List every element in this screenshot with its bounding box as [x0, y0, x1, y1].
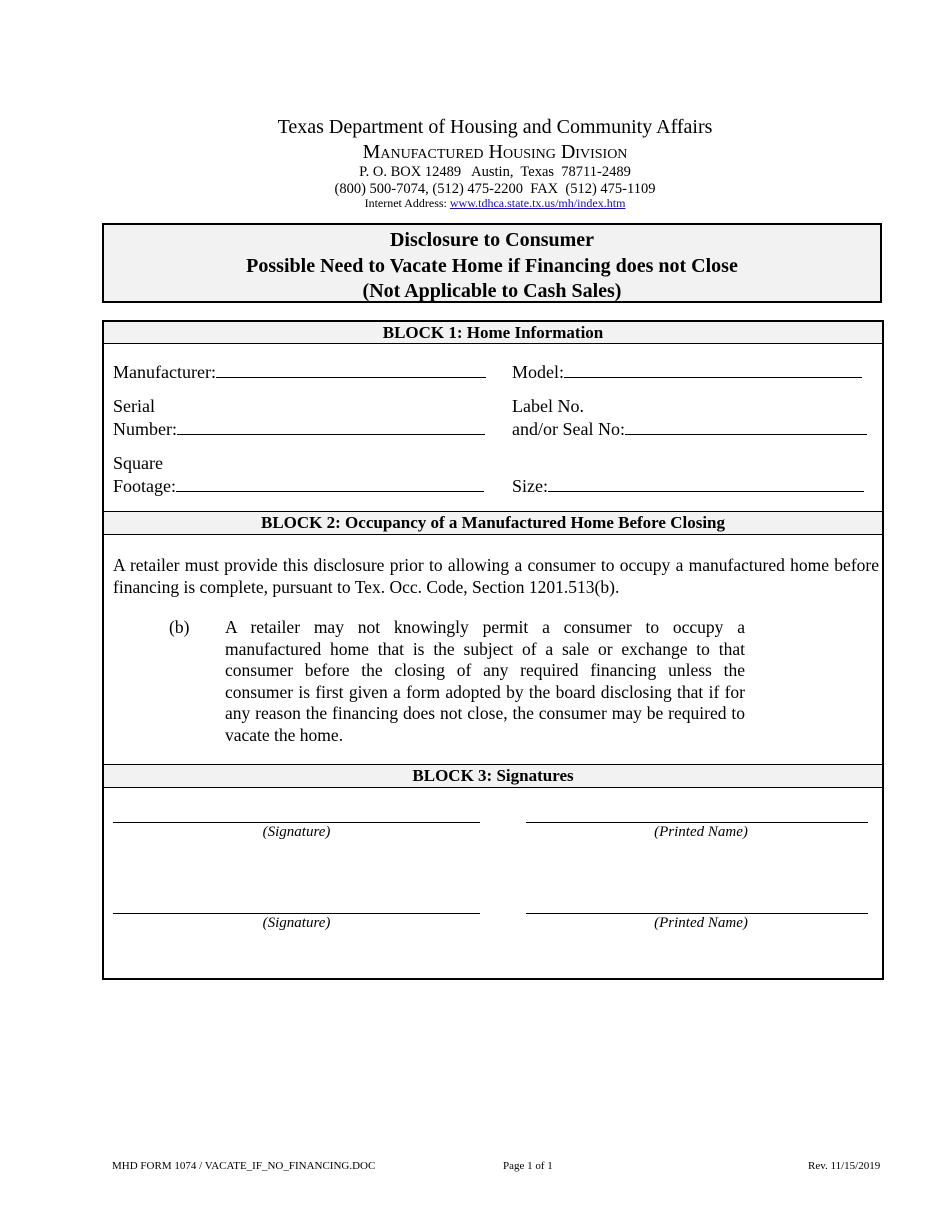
letterhead	[0, 116, 950, 211]
block1-header: BLOCK 1: Home Information	[104, 322, 882, 344]
phone-numbers: (800) 500-7074, (512) 475-2200 FAX (512) 475-1109	[334, 180, 656, 197]
square-footage-field[interactable]	[113, 453, 484, 497]
statute-marker: (b)	[169, 617, 190, 637]
block2-intro: A retailer must provide this disclosure prior to allowing a consumer to occupy a manufactured home before financing is complete, pursuant to Tex. Occ. Code, Section 1201.513(b).	[113, 555, 879, 597]
statute-quote: A retailer may not knowingly permit a consumer to occupy a manufactured home that is the subject of a sale or exchange to that consumer before the closing of any required financing unless the consumer is first given a form adopted by the board disclosing that if for any reason the financing does not close, the consumer may be required to vacate the home.	[225, 617, 745, 745]
square-footage-line[interactable]	[176, 474, 484, 492]
printed-name-line-1[interactable]	[526, 822, 868, 823]
footer-form-id: MHD FORM 1074 / VACATE_IF_NO_FINANCING.DOC	[112, 1160, 376, 1172]
footer-page-number: Page 1 of 1	[503, 1160, 553, 1172]
label-seal-line[interactable]	[625, 417, 867, 435]
serial-label-2: Number:	[113, 419, 177, 439]
website-link[interactable]: www.tdhca.state.tx.us/mh/index.htm	[449, 196, 626, 211]
label-no-label-2: and/or Seal No:	[512, 419, 625, 439]
title-line-1: Disclosure to Consumer	[389, 229, 595, 251]
form-body	[102, 320, 884, 980]
block3-header: BLOCK 3: Signatures	[104, 764, 882, 788]
form-title-box	[102, 223, 882, 303]
serial-line[interactable]	[177, 417, 485, 435]
size-field[interactable]	[512, 474, 864, 497]
signature-caption-2: (Signature)	[262, 915, 331, 931]
size-label: Size:	[512, 476, 548, 496]
footer-revision: Rev. 11/15/2019	[808, 1160, 881, 1172]
model-field[interactable]	[512, 360, 862, 383]
serial-field[interactable]	[113, 396, 485, 440]
label-seal-field[interactable]	[512, 396, 867, 440]
printed-name-line-2[interactable]	[526, 913, 868, 914]
manufacturer-field[interactable]	[113, 360, 486, 383]
agency-name: Texas Department of Housing and Community Affairs	[277, 116, 713, 138]
manufacturer-label: Manufacturer:	[113, 362, 216, 382]
printed-name-caption-2: (Printed Name)	[654, 915, 748, 931]
block2-header: BLOCK 2: Occupancy of a Manufactured Home Before Closing	[104, 511, 882, 535]
signature-line-1[interactable]	[113, 822, 480, 823]
division-name: Manufactured Housing Division	[362, 141, 628, 163]
serial-label-1: Serial	[113, 396, 155, 416]
mailing-address: P. O. BOX 12489 Austin, Texas 78711-2489	[359, 164, 631, 180]
model-line[interactable]	[564, 360, 862, 378]
manufacturer-line[interactable]	[216, 360, 486, 378]
internet-address	[0, 197, 950, 211]
title-line-3: (Not Applicable to Cash Sales)	[362, 280, 622, 302]
label-no-label-1: Label No.	[512, 396, 584, 416]
internet-label: Internet Address:	[364, 196, 447, 211]
square-label-1: Square	[113, 453, 163, 473]
model-label: Model:	[512, 362, 564, 382]
size-line[interactable]	[548, 474, 864, 492]
signature-caption-1: (Signature)	[262, 824, 331, 840]
signature-line-2[interactable]	[113, 913, 480, 914]
title-line-2: Possible Need to Vacate Home if Financing does not Close	[246, 254, 738, 277]
printed-name-caption-1: (Printed Name)	[654, 824, 748, 840]
square-label-2: Footage:	[113, 476, 176, 496]
